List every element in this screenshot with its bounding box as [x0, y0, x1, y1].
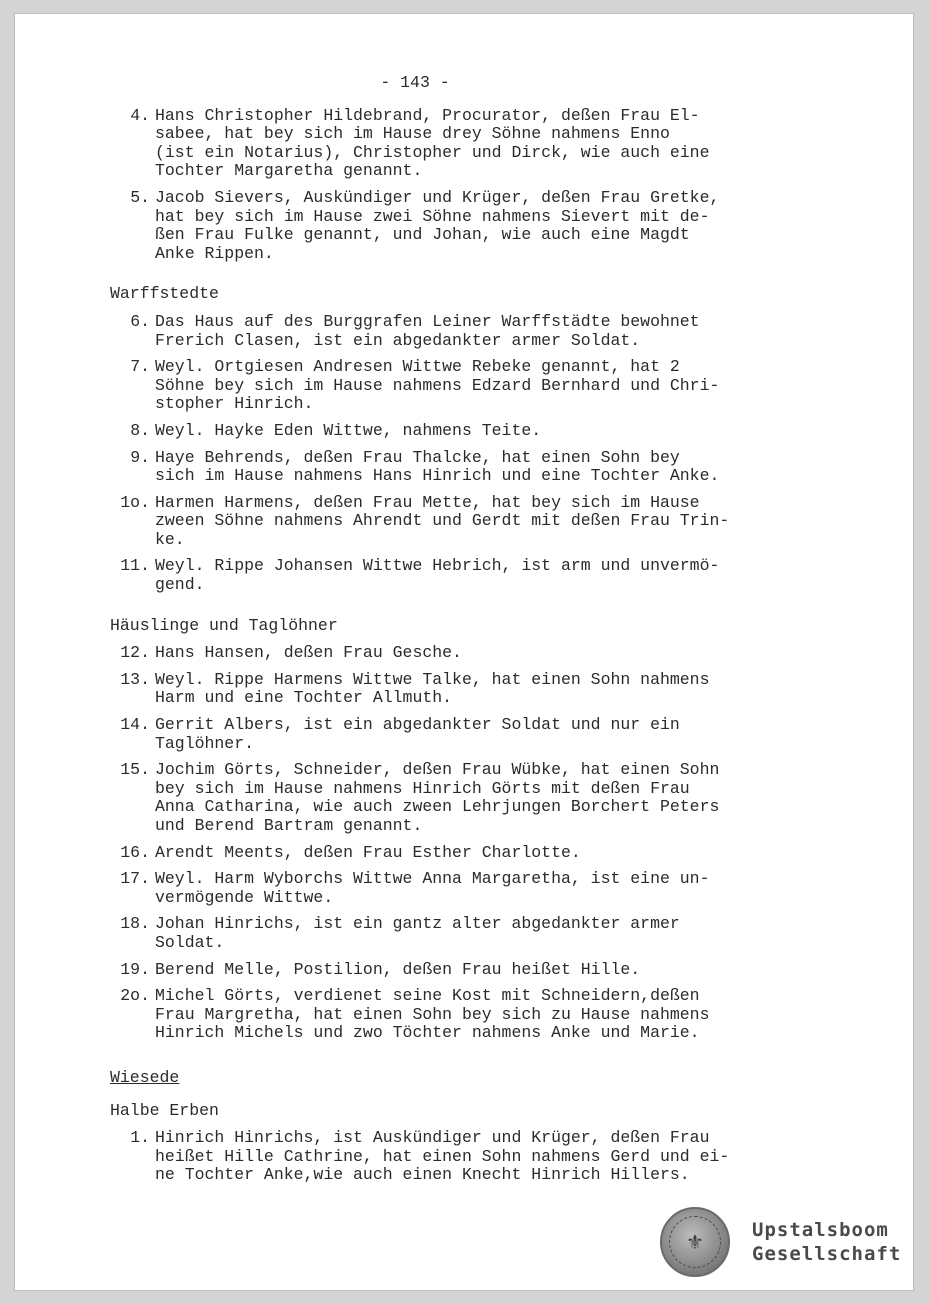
entry-number: 1.	[130, 1128, 150, 1148]
entry-line: Frerich Clasen, ist ein abgedankter armer Soldat.	[155, 330, 641, 350]
entry-line: Jochim Görts, Schneider, deßen Frau Wübke, hat einen Sohn	[155, 760, 720, 780]
entry-number: 8.	[130, 420, 150, 440]
entry-line: stopher Hinrich.	[155, 394, 314, 414]
document-page	[15, 14, 913, 1290]
entry-number: 11.	[120, 556, 150, 576]
entry-line: Weyl. Rippe Harmens Wittwe Talke, hat einen Sohn nahmens	[155, 669, 710, 689]
entry-line: Haye Behrends, deßen Frau Thalcke, hat einen Sohn bey	[155, 447, 680, 467]
entry-6	[110, 313, 810, 350]
entry-5	[110, 189, 810, 263]
section-haeuslinge	[110, 644, 810, 1043]
entry-14	[110, 716, 810, 753]
entry-12	[110, 644, 810, 663]
entry-13	[110, 671, 810, 708]
entry-number: 13.	[120, 669, 150, 689]
entry-line: Hans Christopher Hildebrand, Procurator, deßen Frau El-	[155, 105, 700, 125]
entry-line: Taglöhner.	[155, 733, 255, 753]
entry-7	[110, 358, 810, 414]
entry-number: 12.	[120, 643, 150, 663]
entry-line: Johan Hinrichs, ist ein gantz alter abgedankter armer	[155, 914, 680, 934]
entry-10	[110, 494, 810, 550]
entry-line: Frau Margretha, hat einen Sohn bey sich zu Hause nahmens	[155, 1004, 710, 1024]
entry-line: Jacob Sievers, Auskündiger und Krüger, deßen Frau Gretke,	[155, 187, 720, 207]
entry-number: 15.	[120, 760, 150, 780]
entry-line: Harmen Harmens, deßen Frau Mette, hat bey sich im Hause	[155, 492, 700, 512]
entry-line: Berend Melle, Postilion, deßen Frau heißet Hille.	[155, 959, 641, 979]
subheading-halbe-erben: Halbe Erben	[110, 1100, 219, 1120]
entry-line: vermögende Wittwe.	[155, 887, 334, 907]
entry-number: 6.	[130, 311, 150, 331]
entry-line: Weyl. Harm Wyborchs Wittwe Anna Margaretha, ist eine un-	[155, 869, 710, 889]
entry-line: Hans Hansen, deßen Frau Gesche.	[155, 643, 462, 663]
entry-line: ke.	[155, 529, 185, 549]
entry-18	[110, 915, 810, 952]
entry-line: Soldat.	[155, 932, 225, 952]
entry-line: Weyl. Ortgiesen Andresen Wittwe Rebeke genannt, hat 2	[155, 357, 680, 377]
entry-line: Harm und eine Tochter Allmuth.	[155, 688, 453, 708]
logo-text	[752, 1218, 901, 1266]
entry-line: Söhne bey sich im Hause nahmens Edzard Bernhard und Chri-	[155, 375, 720, 395]
entry-20	[110, 987, 810, 1043]
entry-9	[110, 449, 810, 486]
section-unnamed	[110, 107, 810, 264]
entry-number: 17.	[120, 869, 150, 889]
entry-line: (ist ein Notarius), Christopher und Dirck, wie auch eine	[155, 142, 710, 162]
seal-figure-icon: ⚜	[669, 1216, 721, 1268]
entry-wiesede-1	[110, 1129, 810, 1185]
entry-number: 7.	[130, 357, 150, 377]
entry-line: Anna Catharina, wie auch zween Lehrjungen Borchert Peters	[155, 797, 720, 817]
entry-line: und Berend Bartram genannt.	[155, 816, 423, 835]
entry-line: Michel Görts, verdienet seine Kost mit Schneidern,deßen	[155, 986, 700, 1006]
upstalsboom-logo	[660, 1207, 901, 1277]
logo-line-2: Gesellschaft	[752, 1243, 902, 1265]
entry-line: sich im Hause nahmens Hans Hinrich und eine Tochter Anke.	[155, 466, 720, 486]
section-heading-warffstedte: Warffstedte	[110, 284, 219, 304]
page-number: - 143 -	[380, 73, 450, 92]
entry-line: sabee, hat bey sich im Hause drey Söhne nahmens Enno	[155, 124, 670, 144]
entry-number: 4.	[130, 105, 150, 125]
entry-line: Gerrit Albers, ist ein abgedankter Soldat und nur ein	[155, 715, 680, 735]
entry-number: 2o.	[120, 986, 150, 1006]
entry-line: hat bey sich im Hause zwei Söhne nahmens Sievert mit de-	[155, 206, 710, 226]
entry-line: ne Tochter Anke,wie auch einen Knecht Hinrich Hillers.	[155, 1165, 690, 1185]
entry-line: Das Haus auf des Burggrafen Leiner Warffstädte bewohnet	[155, 311, 700, 331]
seal-icon	[660, 1207, 730, 1277]
entry-17	[110, 870, 810, 907]
entry-line: Weyl. Hayke Eden Wittwe, nahmens Teite.	[155, 420, 542, 440]
logo-line-1: Upstalsboom	[752, 1219, 889, 1241]
entry-line: Hinrich Hinrichs, ist Auskündiger und Krüger, deßen Frau	[155, 1128, 710, 1148]
entry-line: ßen Frau Fulke genannt, und Johan, wie auch eine Magdt	[155, 225, 690, 245]
entry-number: 19.	[120, 959, 150, 979]
entry-number: 16.	[120, 842, 150, 862]
section-warffstedte	[110, 313, 810, 595]
entry-line: Weyl. Rippe Johansen Wittwe Hebrich, ist arm und unvermö-	[155, 556, 720, 576]
entry-line: bey sich im Hause nahmens Hinrich Görts mit deßen Frau	[155, 778, 690, 798]
entry-number: 14.	[120, 715, 150, 735]
section-wiesede	[110, 1129, 810, 1185]
section-heading-haeuslinge: Häuslinge und Taglöhner	[110, 615, 338, 635]
entry-line: Hinrich Michels und zwo Töchter nahmens Anke und Marie.	[155, 1023, 700, 1043]
entry-11	[110, 557, 810, 594]
entry-line: Anke Rippen.	[155, 243, 274, 263]
entry-line: zween Söhne nahmens Ahrendt und Gerdt mit deßen Frau Trin-	[155, 511, 730, 531]
entry-number: 1o.	[120, 492, 150, 512]
entry-number: 5.	[130, 187, 150, 207]
entry-number: 9.	[130, 447, 150, 467]
entry-line: Arendt Meents, deßen Frau Esther Charlotte.	[155, 842, 581, 862]
document-body	[110, 74, 810, 1193]
entry-line: gend.	[155, 575, 205, 595]
entry-line: Tochter Margaretha genannt.	[155, 161, 423, 181]
entry-line: heißet Hille Cathrine, hat einen Sohn nahmens Gerd und ei-	[155, 1146, 730, 1166]
entry-8	[110, 422, 810, 441]
entry-4	[110, 107, 810, 181]
entry-19	[110, 961, 810, 980]
entry-16	[110, 844, 810, 863]
entry-number: 18.	[120, 914, 150, 934]
place-heading-wiesede: Wiesede	[110, 1067, 180, 1087]
entry-15	[110, 761, 810, 835]
